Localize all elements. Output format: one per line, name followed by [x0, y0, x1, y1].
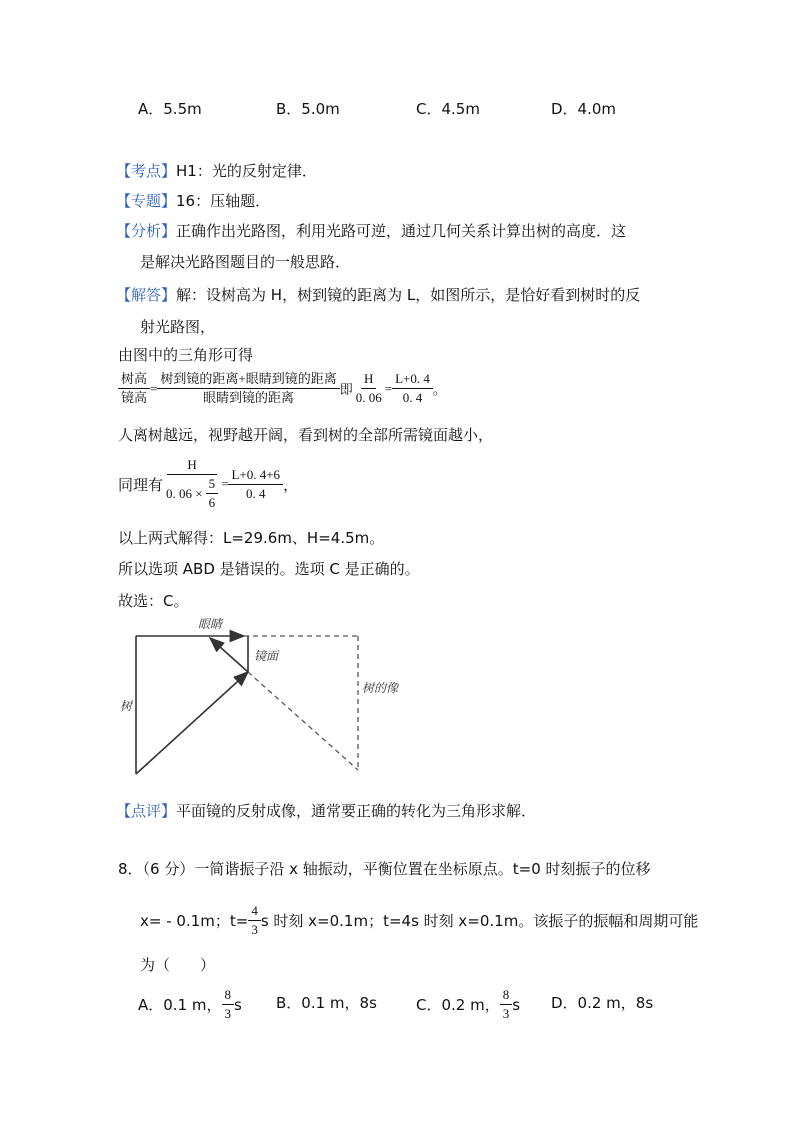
- eq1-r2-den: 0. 4: [402, 390, 423, 405]
- equation-1: [118, 370, 446, 407]
- eq1-mid-fraction: [157, 370, 339, 407]
- eq2-lhs-num: H: [167, 456, 216, 475]
- eq1-r1-den: 0. 06: [355, 390, 382, 405]
- q8-opt-c-fnum: 8: [500, 986, 513, 1005]
- kaodian-text: H1：光的反射定律．: [176, 162, 317, 180]
- q8-option-c: [416, 986, 520, 1023]
- dianping-tag: 【点评】: [116, 802, 177, 820]
- q8-l2-fden: 3: [251, 922, 258, 937]
- q8-opt-c-text: C．0.2 m，: [416, 996, 500, 1014]
- eq2-equals: =: [221, 476, 229, 491]
- farther-line: 人离树越远，视野越开阔，看到树的全部所需镜面越小，: [118, 426, 494, 444]
- eq2-inner-den: 6: [208, 495, 216, 510]
- eq1-mid-num: 树到镜的距离+眼睛到镜的距离: [157, 370, 339, 389]
- tree-label: 树: [120, 699, 133, 713]
- eq2-lhs-fraction: [163, 456, 221, 512]
- q8-opt-a-fraction: [222, 986, 235, 1023]
- dianping-line: [116, 800, 536, 821]
- eq2-prefix: 同理有: [118, 475, 164, 494]
- eq1-lhs-fraction: [118, 370, 150, 407]
- eq1-r2-fraction: [392, 370, 433, 407]
- eq2-inner-fraction: [206, 475, 219, 512]
- q8-l2-fraction: [248, 902, 261, 939]
- dianping-text: 平面镜的反射成像，通常要正确的转化为三角形求解．: [176, 802, 537, 820]
- q8-l2-b: s 时刻 x=0.1m；t=4s 时刻 x=0.1m。该振子的振幅和周期可能: [260, 912, 699, 930]
- q8-l2-a: x= - 0.1m；t=: [140, 912, 249, 930]
- eq1-ji: 即: [339, 382, 353, 397]
- image-label: 树的像: [362, 681, 399, 695]
- fenxi-line1: [116, 220, 626, 241]
- fenxi-text-2: 是解决光路图题目的一般思路．: [140, 253, 351, 271]
- equation-2: [118, 456, 298, 512]
- jieda-text-1: 解：设树高为 H，树到镜的距离为 L，如图所示，是恰好看到树时的反: [176, 286, 641, 304]
- eq2-rhs-den: 0. 4: [246, 485, 266, 501]
- q8-line3: 为（ ）: [140, 956, 216, 974]
- q8-opt-c-fraction: [500, 986, 513, 1023]
- q8-line2: [140, 902, 698, 939]
- eq1-lhs-num: 树高: [118, 370, 150, 389]
- eq1-end: 。: [432, 382, 446, 397]
- kaodian-tag: 【考点】: [116, 162, 177, 180]
- eq1-equals: =: [150, 380, 158, 396]
- q8-opt-a-unit: s: [234, 995, 242, 1014]
- eye-label: 眼睛: [198, 617, 223, 631]
- eq1-r1-fraction: [353, 370, 385, 407]
- fenxi-tag: 【分析】: [116, 222, 177, 240]
- q8-opt-c-unit: s: [512, 995, 521, 1014]
- fenxi-text-1: 正确作出光路图，利用光路可逆，通过几何关系计算出树的高度．这: [176, 222, 627, 240]
- choose-line: 故选：C。: [118, 592, 189, 610]
- q8-opt-a-fden: 3: [224, 1006, 231, 1021]
- q7-option-b: B．5.0m: [276, 100, 340, 118]
- q7-option-d: D．4.0m: [551, 100, 617, 118]
- eq2-end: ，: [283, 475, 299, 494]
- zhuanti-line: [116, 190, 270, 211]
- q8-opt-a-fnum: 8: [222, 986, 235, 1005]
- zhuanti-tag: 【专题】: [116, 192, 177, 210]
- q8-line1: 8．（6 分）一简谐振子沿 x 轴振动，平衡位置在坐标原点。t=0 时刻振子的位移: [118, 860, 651, 878]
- zhuanti-text: 16：压轴题．: [176, 192, 271, 210]
- eq1-r1-num: H: [361, 370, 376, 389]
- eq2-den-a: 0. 06 ×: [166, 485, 203, 501]
- q7-option-a: A．5.5m: [138, 100, 202, 118]
- reflected-ray: [210, 638, 248, 672]
- solve-line: 以上两式解得：L=29.6m、H=4.5m。: [118, 529, 385, 547]
- mirror-label: 镜面: [254, 649, 279, 663]
- eq2-rhs-num: L+0. 4+6: [228, 466, 283, 485]
- eq1-mid-den: 眼睛到镜的距离: [203, 390, 295, 405]
- q8-option-a: [138, 986, 242, 1023]
- eq2-lhs-den: [163, 475, 221, 512]
- triangle-line: 由图中的三角形可得: [118, 346, 254, 364]
- eq2-inner-num: 5: [206, 475, 219, 494]
- reflection-diagram: [110, 614, 430, 784]
- q8-opt-c-fden: 3: [502, 1006, 510, 1021]
- eq1-lhs-den: 镜高: [121, 390, 148, 405]
- eq1-equals-2: =: [384, 380, 393, 396]
- jieda-tag: 【解答】: [116, 286, 177, 304]
- dashed-extension: [248, 672, 358, 770]
- kaodian-line: [116, 160, 317, 181]
- q8-option-b: B．0.1 m，8s: [276, 994, 377, 1012]
- wrong-line: 所以选项 ABD 是错误的。选项 C 是正确的。: [118, 560, 420, 578]
- bottom-ray: [136, 672, 248, 774]
- eq2-rhs-fraction: [228, 466, 283, 503]
- q8-l2-fnum: 4: [248, 902, 261, 921]
- eq1-r2-num: L+0. 4: [392, 370, 433, 389]
- jieda-text-2: 射光路图，: [140, 318, 216, 336]
- q8-option-d: D．0.2 m，8s: [551, 994, 654, 1012]
- q7-option-c: C．4.5m: [416, 100, 480, 118]
- jieda-line1: [116, 284, 640, 305]
- q8-opt-a-text: A．0.1 m，: [138, 996, 222, 1014]
